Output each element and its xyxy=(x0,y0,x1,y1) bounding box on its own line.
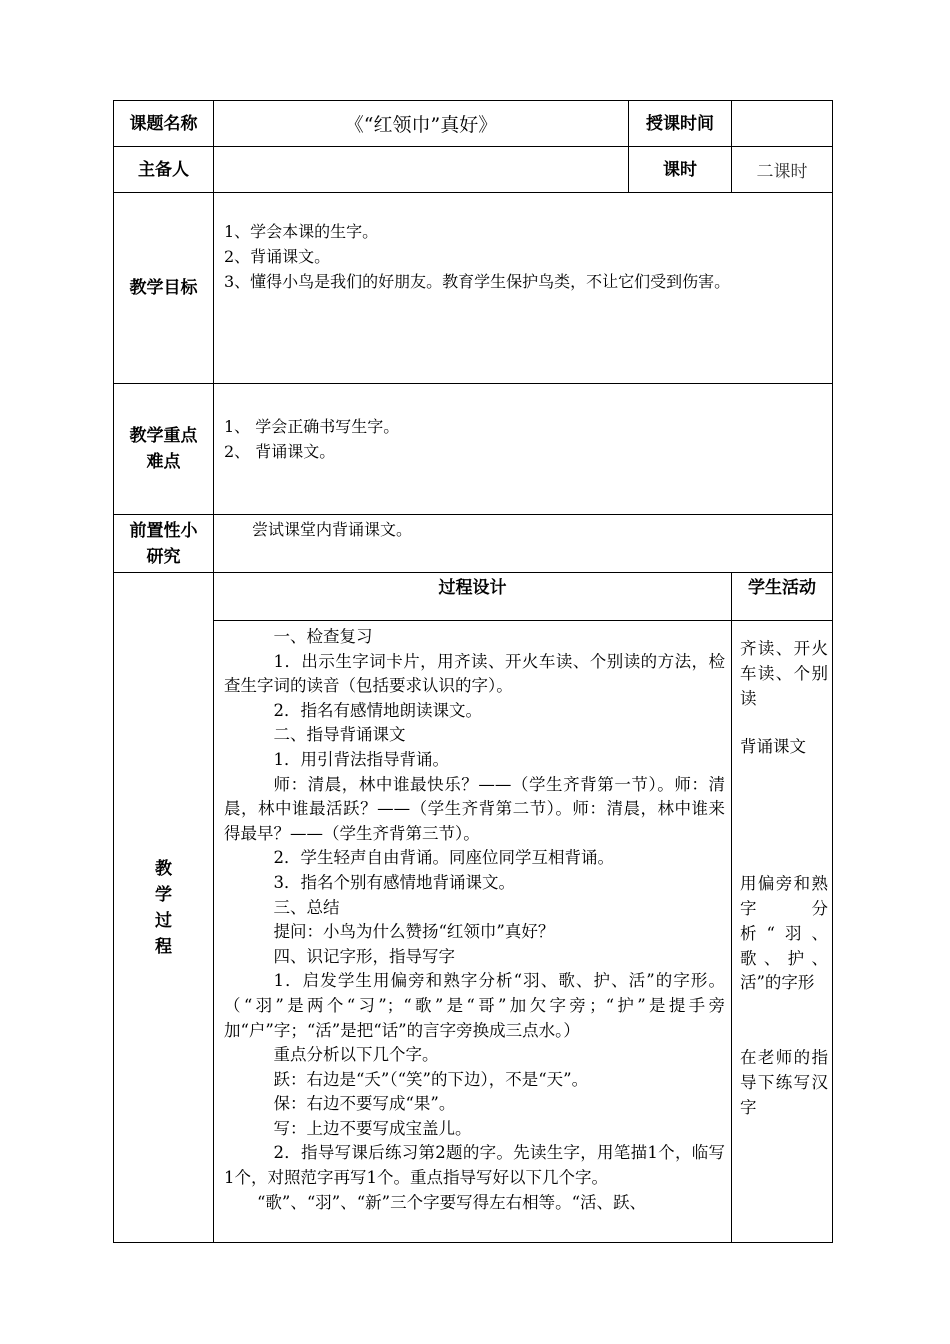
key-point-item: 2、 背诵课文。 xyxy=(224,442,336,461)
pre-study-text: 尝试课堂内背诵课文。 xyxy=(214,515,833,573)
paragraph: 2．学生轻声自由背诵。同座位同学互相背诵。 xyxy=(273,848,614,868)
paragraph: 2．指名有感情地朗读课文。 xyxy=(273,700,482,720)
time-label: 授课时间 xyxy=(629,101,732,147)
topic-label: 课题名称 xyxy=(114,101,214,147)
process-design-content xyxy=(214,621,732,1243)
period-value: 二课时 xyxy=(732,147,833,193)
activity-item: 用偏旁和熟字分析“羽、歌、护、活”的字形 xyxy=(740,874,828,993)
key-points-label: 教学重点 难点 xyxy=(114,384,214,515)
process-table xyxy=(113,572,833,1243)
design-header: 过程设计 xyxy=(214,573,732,621)
time-value xyxy=(732,101,833,147)
paragraph: 三、总结 xyxy=(273,897,340,917)
goal-item: 2、背诵课文。 xyxy=(224,247,331,266)
goal-item: 1、学会本课的生字。 xyxy=(224,222,379,241)
activity-header: 学生活动 xyxy=(732,573,833,621)
goals-label: 教学目标 xyxy=(114,193,214,384)
activity-item: 齐读、开火车读、个别读 xyxy=(740,639,828,708)
preparer-value xyxy=(214,147,629,193)
paragraph: 提问：小鸟为什么赞扬“红领巾”真好？ xyxy=(273,922,555,942)
paragraph: 写：上边不要写成宝盖儿。 xyxy=(273,1118,472,1138)
paragraph: 四、识记字形，指导写字 xyxy=(273,946,455,966)
paragraph: 2．指导写课后练习第2题的字。先读生字，用笔描1个，临写1个，对照范字再写1个。重点指导写好以下几个字。 xyxy=(224,1143,725,1188)
paragraph: 跃：右边是“夭”（“笑”的下边），不是“天”。 xyxy=(273,1069,589,1089)
paragraph: 3．指名个别有感情地背诵课文。 xyxy=(273,872,515,892)
period-label: 课时 xyxy=(629,147,732,193)
process-label: 教 学 过 程 xyxy=(114,573,214,1243)
paragraph: 重点分析以下几个字。 xyxy=(273,1045,439,1065)
lesson-plan-table xyxy=(113,100,833,573)
paragraph: 1．出示生字词卡片，用齐读、开火车读、个别读的方法，检查生字词的读音（包括要求认识的字）。 xyxy=(224,651,725,696)
key-points-list xyxy=(214,384,833,515)
paragraph: 1．启发学生用偏旁和熟字分析“羽、歌、护、活”的字形。（“羽”是两个“习”；“歌”是“哥”加欠字旁；“护”是提手旁加“户”字；“活”是把“话”的言字旁换成三点水。） xyxy=(224,971,725,1040)
activity-item: 在老师的指导下练写汉字 xyxy=(740,1048,828,1117)
paragraph: 保：右边不要写成“果”。 xyxy=(273,1094,456,1114)
paragraph: 1．用引背法指导背诵。 xyxy=(273,749,449,769)
activity-item: 背诵课文 xyxy=(740,737,806,757)
paragraph: 二、指导背诵课文 xyxy=(273,725,406,745)
key-point-item: 1、 学会正确书写生字。 xyxy=(224,417,400,436)
pre-study-label: 前置性小 研究 xyxy=(114,515,214,573)
paragraph: 师：清晨，林中谁最快乐？——（学生齐背第一节）。师：清晨，林中谁最活跃？——（学生齐背第二节）。师：清晨，林中谁来得最早？——（学生齐背第三节）。 xyxy=(224,774,725,843)
preparer-label: 主备人 xyxy=(114,147,214,193)
paragraph: “歌”、“羽”、“新”三个字要写得左右相等。“活、跃、 xyxy=(257,1192,647,1212)
goals-list xyxy=(214,193,833,384)
topic-value: 《“红领巾”真好》 xyxy=(214,101,629,147)
student-activities xyxy=(732,621,833,1243)
goal-item: 3、懂得小鸟是我们的好朋友。教育学生保护鸟类，不让它们受到伤害。 xyxy=(224,272,731,291)
paragraph: 一、检查复习 xyxy=(273,627,373,646)
